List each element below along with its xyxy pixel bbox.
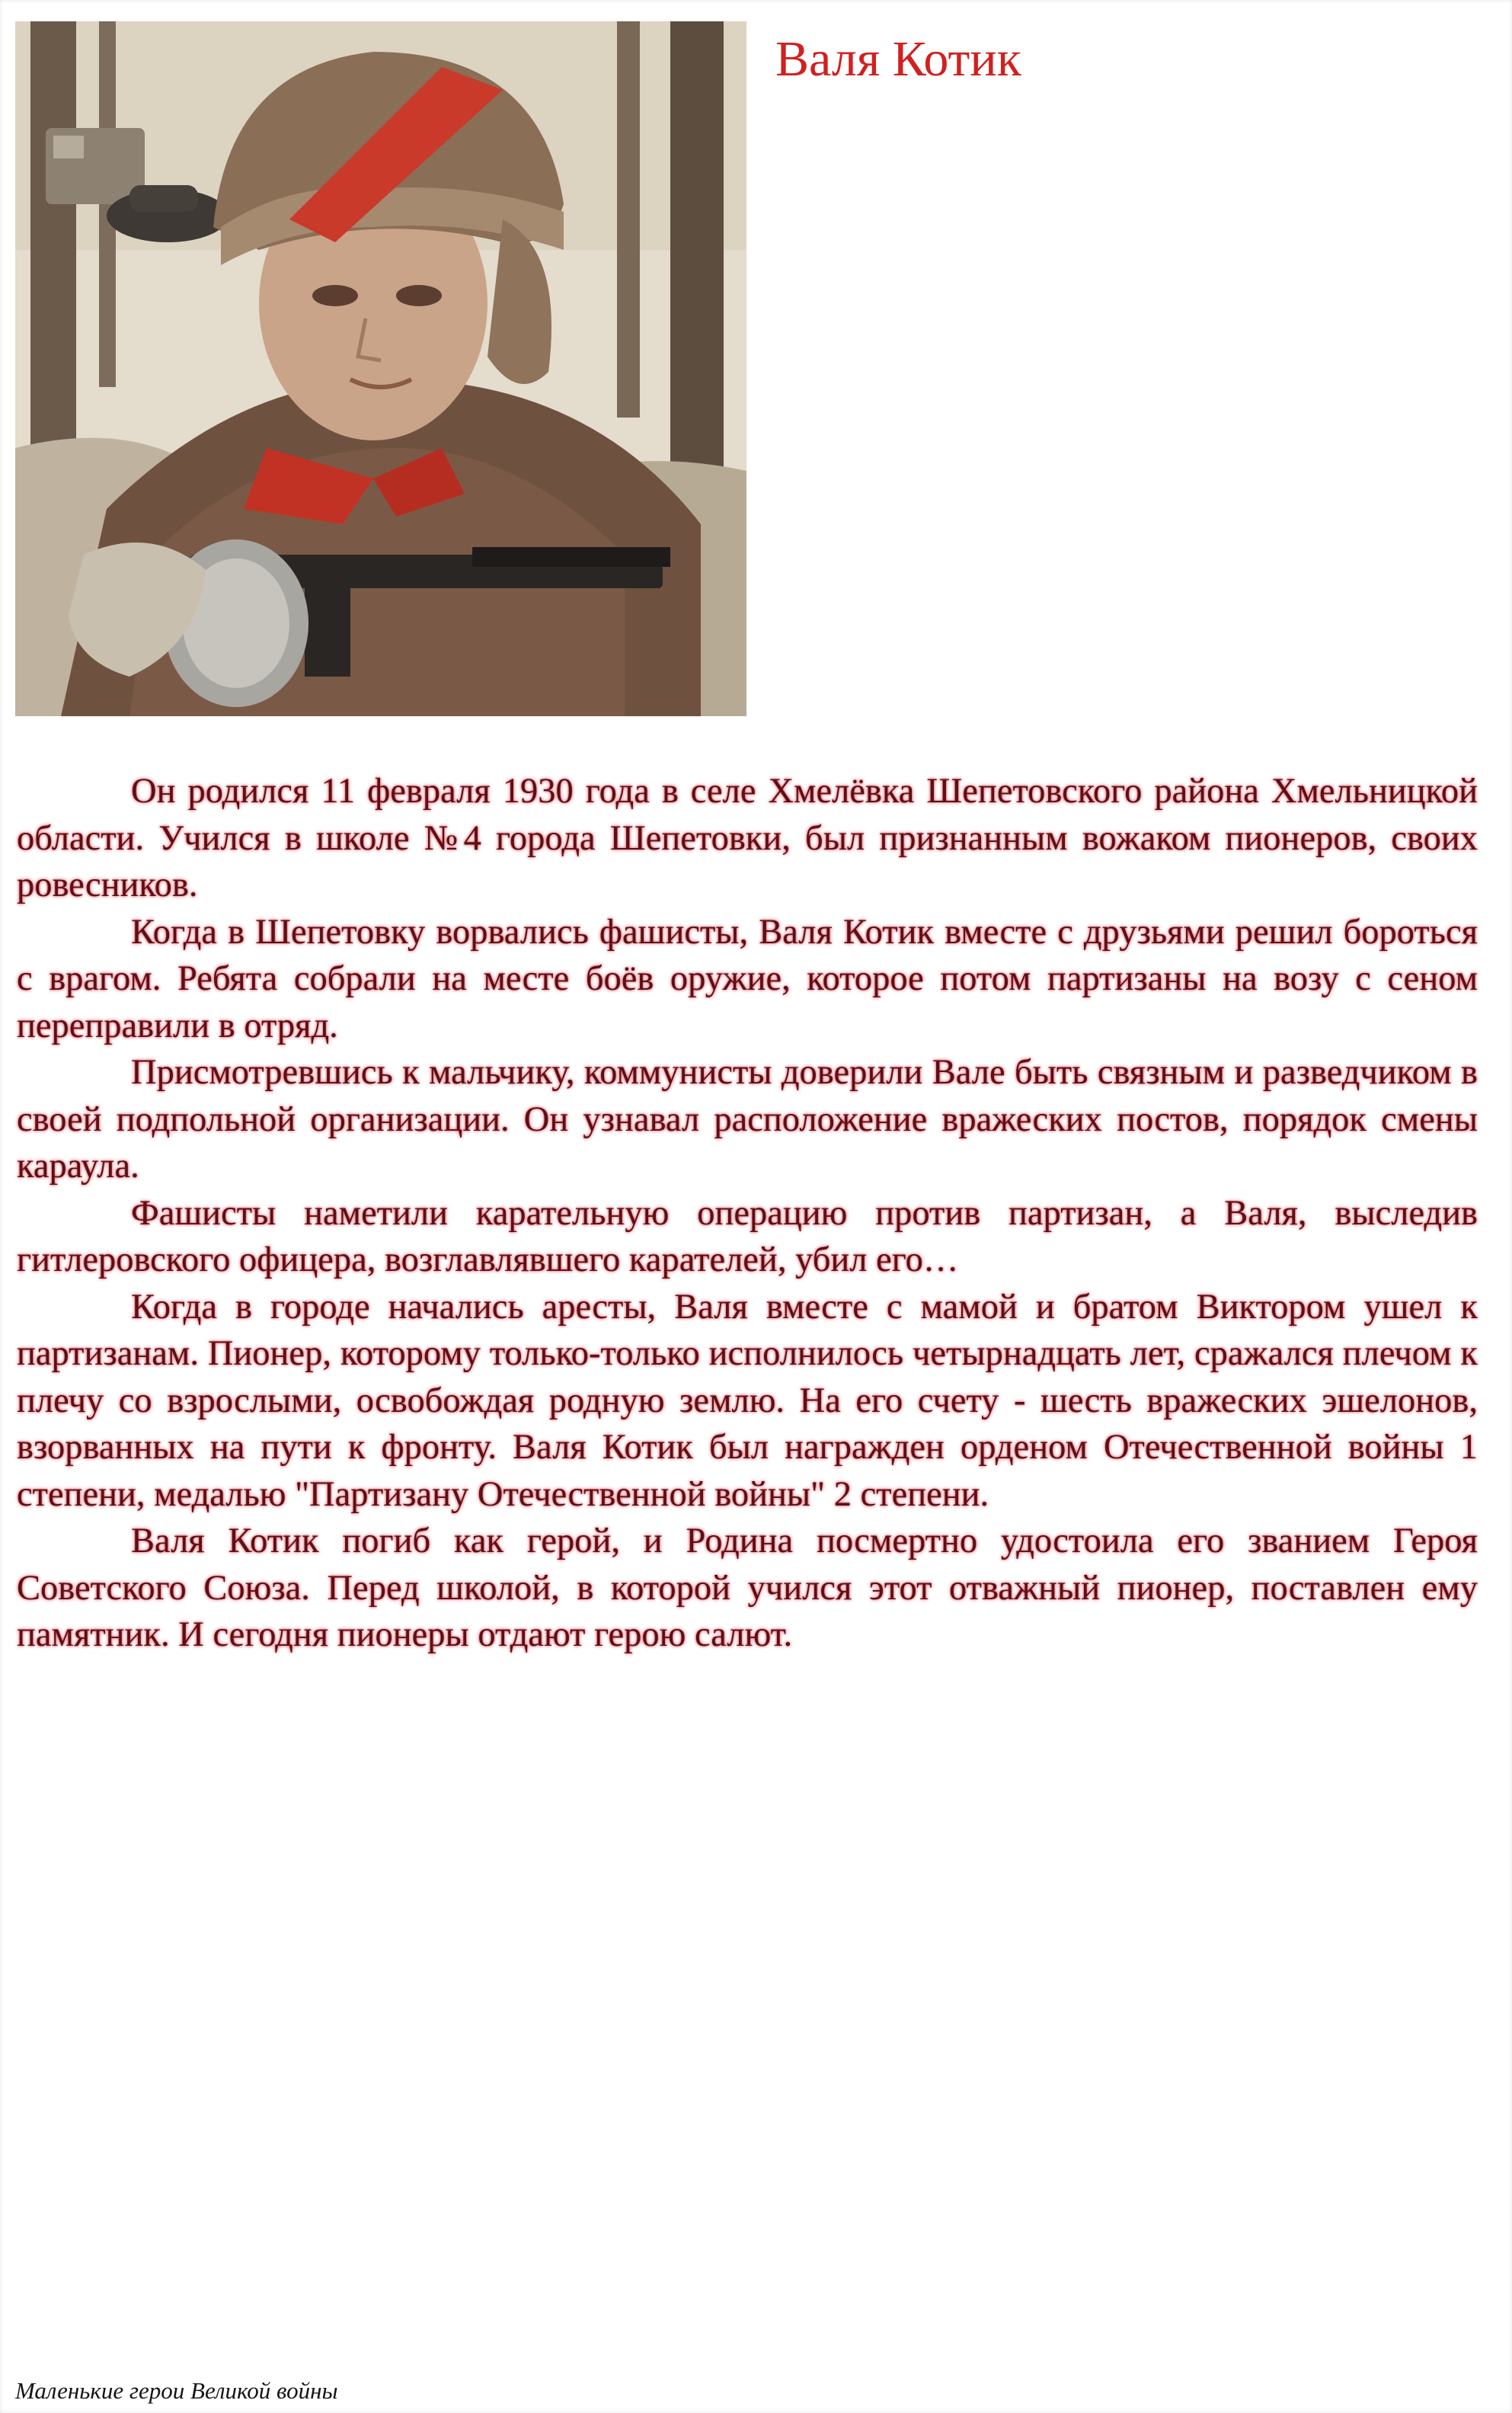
page-title: Валя Котик [775, 31, 1021, 87]
portrait-illustration [15, 21, 746, 716]
footer-caption: Маленькие герои Великой войны [15, 2377, 338, 2404]
paragraph: Присмотревшись к мальчику, коммунисты доверили Вале быть связным и разведчиком в своей подпольной организации. Он узнавал расположение вражеских постов, порядок смены караула. [17, 1053, 1478, 1186]
paragraph: Фашисты наметили карательную операцию против партизан, а Валя, выследив гитлеровского офицера, возглавлявшего карателей, убил его… [17, 1193, 1478, 1279]
paragraph: Валя Котик погиб как герой, и Родина посмертно удостоила его званием Героя Советского Союза. Перед школой, в которой учился этот отважный пионер, поставлен ему памятник. И сегодня пионеры отдают герою салют. [17, 1522, 1478, 1654]
portrait-illustration-icon [15, 21, 746, 716]
paragraph: Когда в Шепетовку ворвались фашисты, Валя Котик вместе с друзьями решил бороться с врагом. Ребята собрали на месте боёв оружие, которое потом партизаны на возу с сеном переправили в отряд. [17, 912, 1478, 1045]
article-body [17, 768, 1478, 1659]
paragraph: Он родился 11 февраля 1930 года в селе Хмелёвка Шепетовского района Хмельницкой области. Учился в школе №4 города Шепетовки, был признанным вожаком пионеров, своих ровесников. [17, 772, 1478, 904]
paragraph: Когда в городе начались аресты, Валя вместе с мамой и братом Виктором ушел к партизанам. Пионер, которому только-только исполнилось четырнадцать лет, сражался плечом к плечу со взрослыми, освобождая родную землю. На его счету - шесть вражеских эшелонов, взорванных на пути к фронту. Валя Котик был награжден орденом Отечественной войны 1 степени, медалью "Партизану Отечественной войны" 2 степени. [17, 1287, 1478, 1514]
